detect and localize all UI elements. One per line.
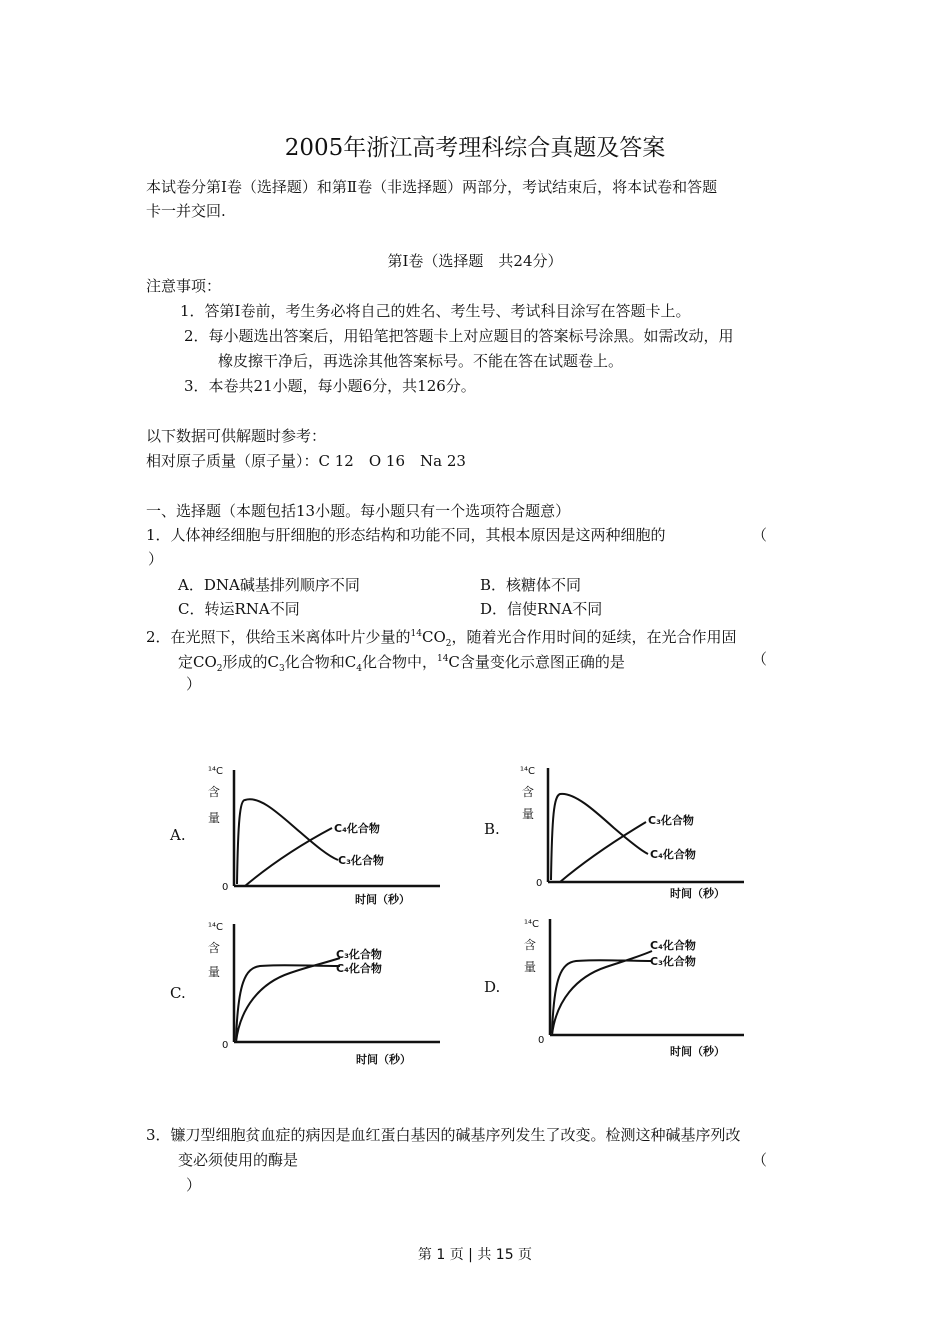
q1-paren-open: （ — [752, 526, 768, 544]
curve-c4 — [560, 822, 646, 882]
graph-b — [516, 760, 756, 910]
y-label: 量 — [208, 965, 221, 979]
section-heading: 第Ⅰ卷（选择题 共24分） — [387, 252, 563, 270]
x-label: 时间（秒） — [670, 887, 725, 900]
page-title: 2005年浙江高考理科综合真题及答案 — [284, 135, 666, 161]
curve-c3-label: C₃化合物 — [336, 948, 382, 961]
x-label: 时间（秒） — [355, 893, 410, 906]
q1-option-a: A．DNA碱基排列顺序不同 — [178, 576, 360, 594]
q2-paren-open: （ — [752, 650, 768, 668]
notes-item-1: 1．答第Ⅰ卷前，考生务必将自己的姓名、考生号、考试科目涂写在答题卡上。 — [180, 302, 691, 320]
q2-line-1: 2．在光照下，供给玉米离体叶片少量的$^{14}CO_2$，随着光合作用时间的延续，在光合作用固 — [146, 628, 737, 649]
graph-a — [200, 760, 450, 910]
notes-item-3: 3．本卷共21小题，每小题6分，共126分。 — [184, 377, 476, 395]
origin-label: 0 — [222, 1040, 229, 1051]
curve-c4-label: C₄化合物 — [650, 939, 696, 952]
reference-line-1: 以下数据可供解题时参考： — [146, 427, 327, 445]
q1-option-d: D．信使RNA不同 — [480, 600, 603, 618]
x-label: 时间（秒） — [356, 1053, 411, 1066]
graph-d-letter: D. — [484, 978, 501, 996]
q2-paren-close: ） — [186, 675, 202, 693]
curve-c4-label: C₄化合物 — [334, 822, 380, 835]
y-label: 量 — [524, 960, 537, 974]
graph-c — [200, 918, 450, 1068]
q1-option-c: C．转运RNA不同 — [178, 600, 300, 618]
y-label: ¹⁴C — [208, 922, 223, 933]
graph-b-letter: B. — [484, 820, 500, 838]
intro-line-1: 本试卷分第Ⅰ卷（选择题）和第Ⅱ卷（非选择题）两部分，考试结束后，将本试卷和答题 — [146, 178, 718, 196]
origin-label: 0 — [536, 878, 543, 889]
graph-a-letter: A. — [170, 826, 186, 844]
intro-line-2: 卡一并交回. — [146, 202, 226, 220]
curve-c3 — [237, 799, 338, 884]
curve-c4 — [236, 965, 340, 1040]
curve-c3 — [551, 794, 648, 880]
y-label: 量 — [522, 807, 535, 821]
q1-paren-close: ） — [148, 550, 164, 568]
y-label: 含 — [524, 938, 537, 952]
curve-c3-label: C₃化合物 — [650, 955, 696, 968]
y-label: 含 — [208, 785, 221, 799]
page-footer: 第 1 页 | 共 15 页 — [417, 1247, 533, 1263]
y-label: 量 — [208, 811, 221, 825]
q3-paren-open: （ — [752, 1151, 768, 1169]
q3-paren-close: ） — [186, 1176, 202, 1194]
notes-heading: 注意事项： — [146, 277, 222, 295]
notes-item-2-line-1: 2．每小题选出答案后，用铅笔把答题卡上对应题目的答案标号涂黑。如需改动，用 — [184, 327, 734, 345]
q3-line-2: 变必须使用的酶是 — [178, 1151, 299, 1169]
q1-option-b: B．核糖体不同 — [480, 576, 582, 594]
y-label: ¹⁴C — [524, 919, 539, 930]
curve-c4-label: C₄化合物 — [650, 848, 696, 861]
curve-c3-label: C₃化合物 — [648, 814, 694, 827]
notes-item-2-line-2: 橡皮擦干净后，再选涂其他答案标号。不能在答在试题卷上。 — [218, 352, 624, 370]
y-label: 含 — [208, 941, 221, 955]
reference-line-2: 相对原子质量（原子量）：C 12 O 16 Na 23 — [146, 452, 466, 470]
graph-c-letter: C. — [170, 984, 186, 1002]
origin-label: 0 — [222, 882, 229, 893]
curve-c3-label: C₃化合物 — [338, 854, 384, 867]
part1-heading: 一、选择题（本题包括13小题。每小题只有一个选项符合题意） — [146, 502, 571, 520]
graph-d — [516, 915, 756, 1065]
y-label: 含 — [522, 785, 535, 799]
y-label: ¹⁴C — [520, 766, 535, 777]
origin-label: 0 — [538, 1035, 545, 1046]
q3-line-1: 3．镰刀型细胞贫血症的病因是血红蛋白基因的碱基序列发生了改变。检测这种碱基序列改 — [146, 1126, 741, 1144]
q1-stem: 1．人体神经细胞与肝细胞的形态结构和功能不同，其根本原因是这两种细胞的 — [146, 526, 666, 544]
y-label: ¹⁴C — [208, 766, 223, 777]
curve-c4-label: C₄化合物 — [336, 962, 382, 975]
q2-line-2: 定$CO_2$形成的$C_3$化合物和$C_4$化合物中，$^{14}$C含量变化示意图正确的是 — [178, 653, 625, 674]
curve-c4 — [245, 828, 332, 886]
x-label: 时间（秒） — [670, 1045, 725, 1058]
